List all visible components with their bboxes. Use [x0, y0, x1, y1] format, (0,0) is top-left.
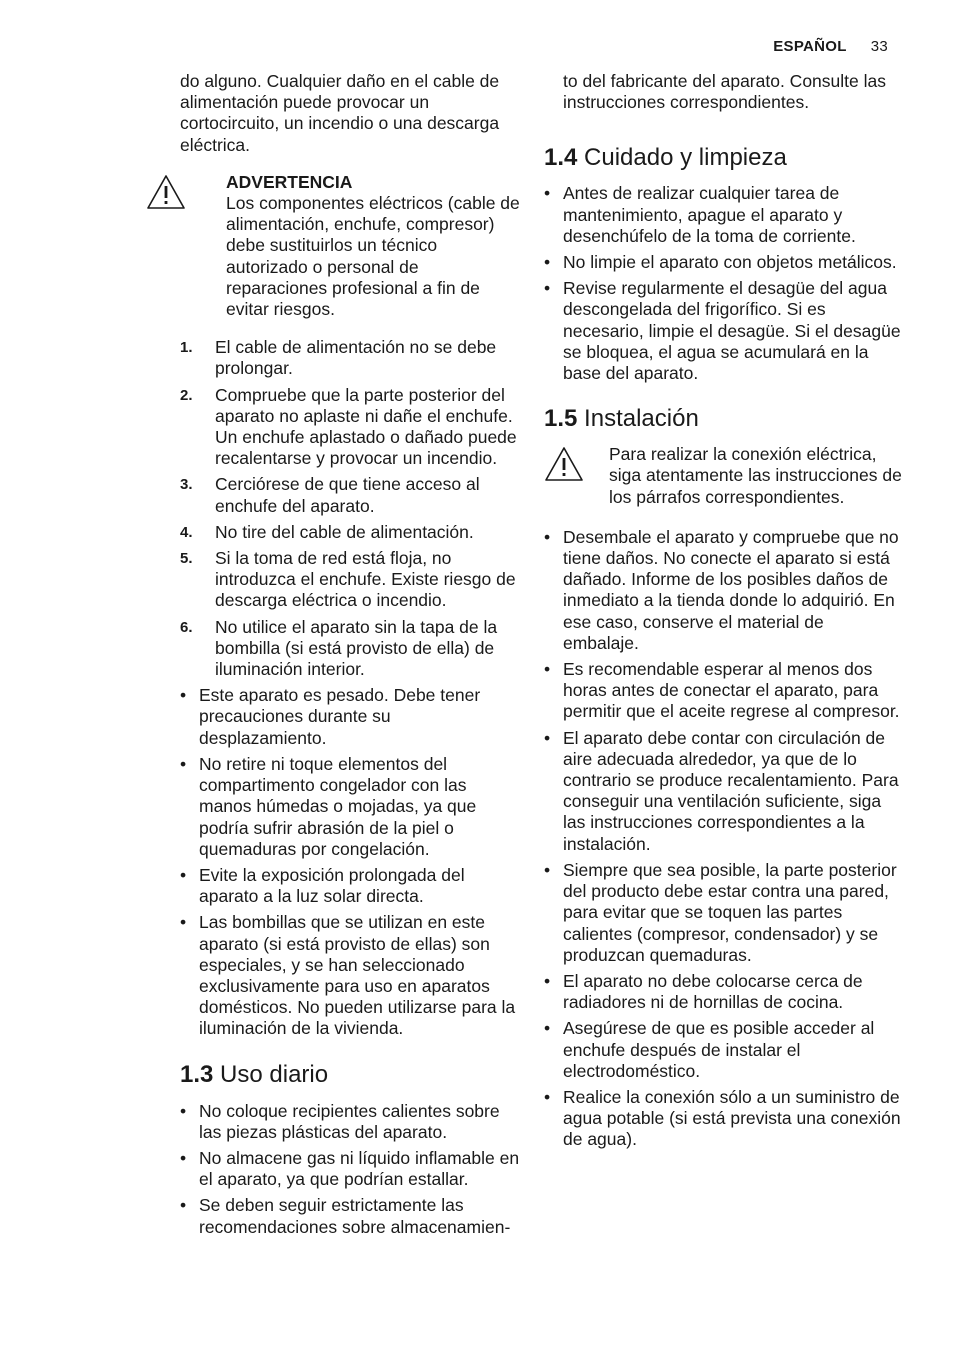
numbered-item: 4. No tire del cable de alimentación. [180, 521, 474, 542]
numbered-item: 2. Compruebe que la parte posterior del aparato no aplaste ni dañe el enchufe. Un enchufe aplastado o dañado puede recalentarse y provocar un incendio. [180, 384, 517, 469]
list-item: • No almacene gas ni líquido inflamable en el aparato, ya que podrían estallar. [180, 1148, 520, 1190]
warning-title: ADVERTENCIA [226, 171, 353, 192]
numbered-item: 1. El cable de alimentación no se debe prolongar. [180, 337, 497, 379]
list-item: • Las bombillas que se utilizan en este aparato (si está provisto de ellas) son especiales, y se han seleccionado exclusivamente para uso en aparatos domésticos. No pueden utilizarse para la iluminación de la vivienda. [180, 912, 520, 1039]
list-item: • Desembale el aparato y compruebe que no tiene daños. No conecte el aparato si está dañado. Informe de los posibles daños de inmediato a la tienda donde lo adquirió. En ese caso, conserve el material de embalaje. [544, 527, 904, 654]
numbered-item: 5. Si la toma de red está floja, no introduzca el enchufe. Existe riesgo de descarga eléctrica o incendio. [180, 548, 516, 611]
warning-triangle-icon [544, 446, 584, 482]
left-column [180, 71, 520, 1243]
warning-text: Para realizar la conexión eléctrica, siga atentamente las instrucciones de los párrafos correspondientes. [609, 444, 902, 507]
list-item: • Este aparato es pesado. Debe tener precauciones durante su desplazamiento. [180, 685, 520, 749]
list-item: • No coloque recipientes calientes sobre las piezas plásticas del aparato. [180, 1101, 520, 1143]
numbered-item: 3. Cerciórese de que tiene acceso al enchufe del aparato. [180, 474, 480, 516]
bullet-list [544, 183, 904, 384]
numbered-list [180, 337, 520, 680]
bullet-list [180, 1101, 520, 1238]
list-item: • Realice la conexión sólo a un suministro de agua potable (si está prevista una conexión de agua). [544, 1087, 904, 1151]
warning-block [544, 444, 904, 508]
bullet-list [180, 685, 520, 1039]
intro-paragraph: do alguno. Cualquier daño en el cable de alimentación puede provocar un cortocircuito, un incendio o una descarga eléctrica. [180, 71, 500, 155]
language-label: ESPAÑOL [773, 38, 847, 55]
right-column [544, 71, 904, 1156]
warning-block [180, 172, 520, 320]
list-item: • Siempre que sea posible, la parte posterior del producto debe estar contra una pared, para evitar que se toquen las partes calientes (compresor, condensador) y se produzcan quemaduras. [544, 860, 904, 966]
section-heading-1-3: 1.3 Uso diario [180, 1060, 329, 1088]
list-item: • Se deben seguir estrictamente las recomendaciones sobre almacenamien- [180, 1195, 520, 1237]
page-number: 33 [870, 38, 888, 55]
list-item: • Antes de realizar cualquier tarea de mantenimiento, apague el aparato y desenchúfelo de la toma de corriente. [544, 183, 904, 247]
section-heading-1-4: 1.4 Cuidado y limpieza [544, 144, 787, 172]
section-heading-1-5: 1.5 Instalación [544, 405, 699, 433]
numbered-item: 6. No utilice el aparato sin la tapa de la bombilla (si está provisto de ella) de iluminación interior. [180, 616, 498, 680]
page-header [773, 38, 888, 55]
list-item: • Es recomendable esperar al menos dos horas antes de conectar el aparato, para permitir que el aceite regrese al compresor. [544, 659, 904, 723]
warning-triangle-icon [146, 174, 186, 210]
warning-text: Los componentes eléctricos (cable de alimentación, enchufe, compresor) debe sustituirlos un técnico autorizado o personal de reparaciones profesional a fin de evitar riesgos. [226, 193, 520, 320]
list-item: • El aparato debe contar con circulación de aire adecuada alrededor, ya que de lo contrario se produce recalentamiento. Para conseguir una ventilación suficiente, siga las instrucciones correspondientes a la instalación. [544, 728, 904, 855]
list-item: • Asegúrese de que es posible acceder al enchufe después de instalar el electrodoméstico. [544, 1018, 904, 1082]
continued-paragraph: to del fabricante del aparato. Consulte las instrucciones correspondientes. [563, 71, 886, 113]
bullet-list [544, 527, 904, 1151]
list-item: • No limpie el aparato con objetos metálicos. [544, 252, 904, 273]
list-item: • El aparato no debe colocarse cerca de radiadores ni de hornillas de cocina. [544, 971, 904, 1013]
list-item: • Revise regularmente el desagüe del agua descongelada del frigorífico. Si es necesario, limpie el desagüe. Si el desagüe se bloquea, el agua se acumulará en la base del aparato. [544, 278, 904, 384]
list-item: • No retire ni toque elementos del compartimento congelador con las manos húmedas o mojadas, ya que podría sufrir abrasión de la piel o quemaduras por congelación. [180, 754, 520, 860]
list-item: • Evite la exposición prolongada del aparato a la luz solar directa. [180, 865, 520, 907]
